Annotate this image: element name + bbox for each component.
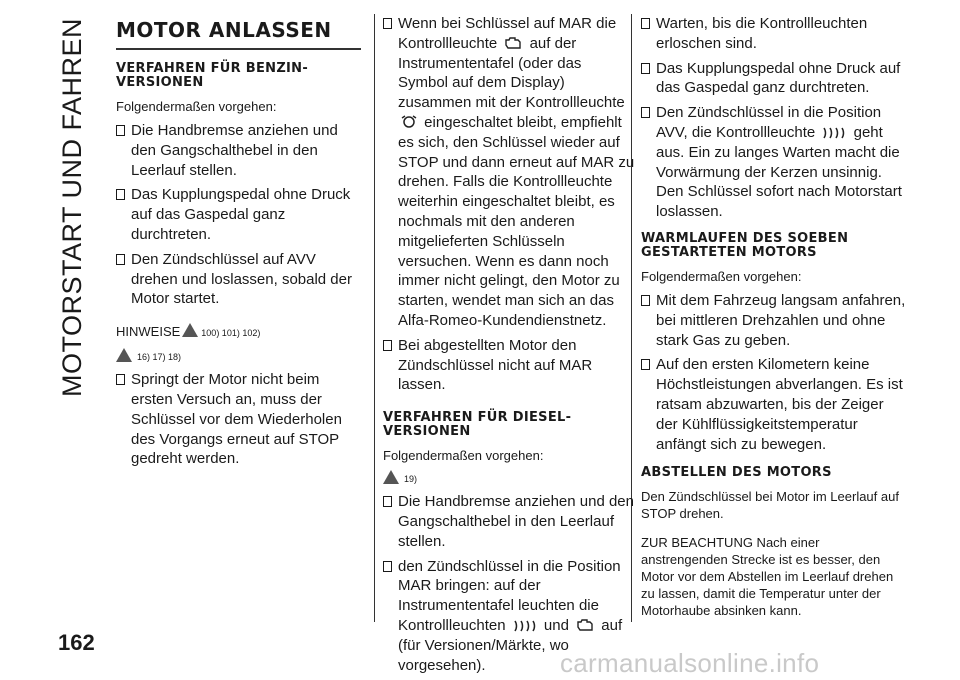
warning-triangle-icon — [383, 470, 399, 484]
text-part: auf der Instrumententafel (oder das Symbol auf dem Display) zusammen mit der Kontrollleuchte — [398, 34, 625, 112]
glow-plug-icon — [512, 619, 538, 633]
page-title: MOTOR ANLASSEN — [116, 18, 361, 50]
warning-triangle-icon — [182, 323, 198, 337]
column-2 — [383, 14, 635, 680]
list-item: Das Kupplungspedal ohne Druck auf das Gaspedal ganz durchtreten. — [116, 185, 361, 244]
section-intro: Folgendermaßen vorgehen: — [116, 99, 277, 114]
section-heading-stop: ABSTELLEN DES MOTORS — [641, 465, 832, 481]
list-item — [383, 557, 635, 676]
step-list — [116, 121, 361, 309]
list-item: Auf den ersten Kilometern keine Höchstleistungen abverlangen. Es ist ratsam abzuwarten, bis der Zeiger der Kühlflüssigkeitstemperatur anfängt sich zu bewegen. — [641, 355, 906, 454]
step-list — [641, 291, 906, 454]
list-item: Bei abgestellten Motor den Zündschlüssel nicht auf MAR lassen. — [383, 336, 635, 395]
notes-reference-2 — [116, 348, 361, 362]
text-part: eingeschaltet bleibt, empfiehlt es sich, den Schlüssel wieder auf STOP und dann erneut auf MAR zu drehen. Falls die Kontrollleuchte weiterhin eingeschaltet bleibt, es nochmals mit den anderen mitgelieferten Schlüsseln versuchen. Wenn es dann noch immer nicht gelingt, den Motor zu starten, wendet man sich an das Alfa-Romeo-Kundendienstnetz. — [398, 113, 635, 329]
section-heading-warmup: WARMLAUFEN DES SOEBEN GESTARTETEN MOTORS — [641, 230, 849, 260]
step-list — [116, 370, 361, 469]
list-item — [641, 103, 906, 222]
list-item: Das Kupplungspedal ohne Druck auf das Gaspedal ganz durchtreten. — [641, 59, 906, 99]
text-part: geht aus. Ein zu langes Warten macht die Vorwärmung der Kerzen unsinnig. Den Schlüssel sofort nach Motorstart loslassen. — [656, 123, 902, 221]
column-divider — [374, 14, 375, 622]
note-refs: 100) 101) 102) — [201, 328, 261, 339]
page-number: 162 — [58, 630, 95, 655]
column-1 — [116, 14, 361, 474]
notes-label: HINWEISE — [116, 324, 181, 340]
section-intro: Folgendermaßen vorgehen: — [641, 268, 802, 284]
text-part: und — [543, 616, 569, 634]
list-item: Springt der Motor nicht beim ersten Versuch an, muss der Schlüssel vor dem Wiederholen des Vorgangs erneut auf STOP gedreht werden. — [116, 370, 361, 469]
note-paragraph: ZUR BEACHTUNG Nach einer anstrengenden Strecke ist es besser, den Motor vor dem Abstellen im Leerlauf drehen zu lassen, damit die Temperatur unter der Motorhaube absinken kann. — [641, 535, 894, 619]
step-list — [383, 492, 635, 675]
watermark: carmanualsonline.info — [560, 648, 820, 678]
step-list — [383, 14, 635, 395]
paragraph: Den Zündschlüssel bei Motor im Leerlauf auf STOP drehen. — [641, 489, 899, 522]
list-item: Die Handbremse anziehen und den Gangschalthebel in den Leerlauf stellen. — [116, 121, 361, 180]
glow-plug-icon — [821, 126, 847, 140]
column-3 — [641, 14, 906, 631]
text-part: den Zündschlüssel in die Position MAR bringen: auf der Instrumententafel leuchten die Kontrollleuchten — [398, 557, 621, 634]
text-part: Den Zündschlüssel in die Position AVV, die Kontrollleuchte — [656, 104, 882, 141]
alarm-warning-icon — [400, 114, 418, 130]
list-item: Mit dem Fahrzeug langsam anfahren, bei mittleren Drehzahlen und ohne stark Gas zu geben. — [641, 291, 906, 350]
engine-warning-icon — [575, 617, 595, 633]
section-heading-diesel: VERFAHREN FÜR DIESEL-VERSIONEN — [383, 410, 572, 440]
list-item: Warten, bis die Kontrollleuchten erloschen sind. — [641, 14, 906, 54]
list-item: Den Zündschlüssel auf AVV drehen und loslassen, sobald der Motor startet. — [116, 250, 361, 309]
section-intro: Folgendermaßen vorgehen: — [383, 448, 544, 464]
notes-reference — [383, 470, 635, 484]
text-part: Wenn bei Schlüssel auf MAR die Kontrollleuchte — [398, 15, 617, 52]
note-refs: 16) 17) 18) — [137, 352, 182, 363]
list-item: Die Handbremse anziehen und den Gangschalthebel in den Leerlauf stellen. — [383, 492, 635, 551]
chapter-title: MOTORSTART UND FAHREN — [57, 18, 87, 398]
note-refs: 19) — [404, 474, 418, 485]
text-part: auf (für Versionen/Märkte, wo vorgesehen). — [398, 616, 623, 674]
list-item — [383, 14, 635, 331]
section-heading-benzin: VERFAHREN FÜR BENZIN-VERSIONEN — [116, 61, 309, 90]
engine-warning-icon — [503, 35, 523, 51]
notes-reference — [116, 323, 361, 342]
warning-triangle-icon — [116, 348, 132, 362]
step-list — [641, 14, 906, 222]
sidebar — [57, 18, 91, 398]
